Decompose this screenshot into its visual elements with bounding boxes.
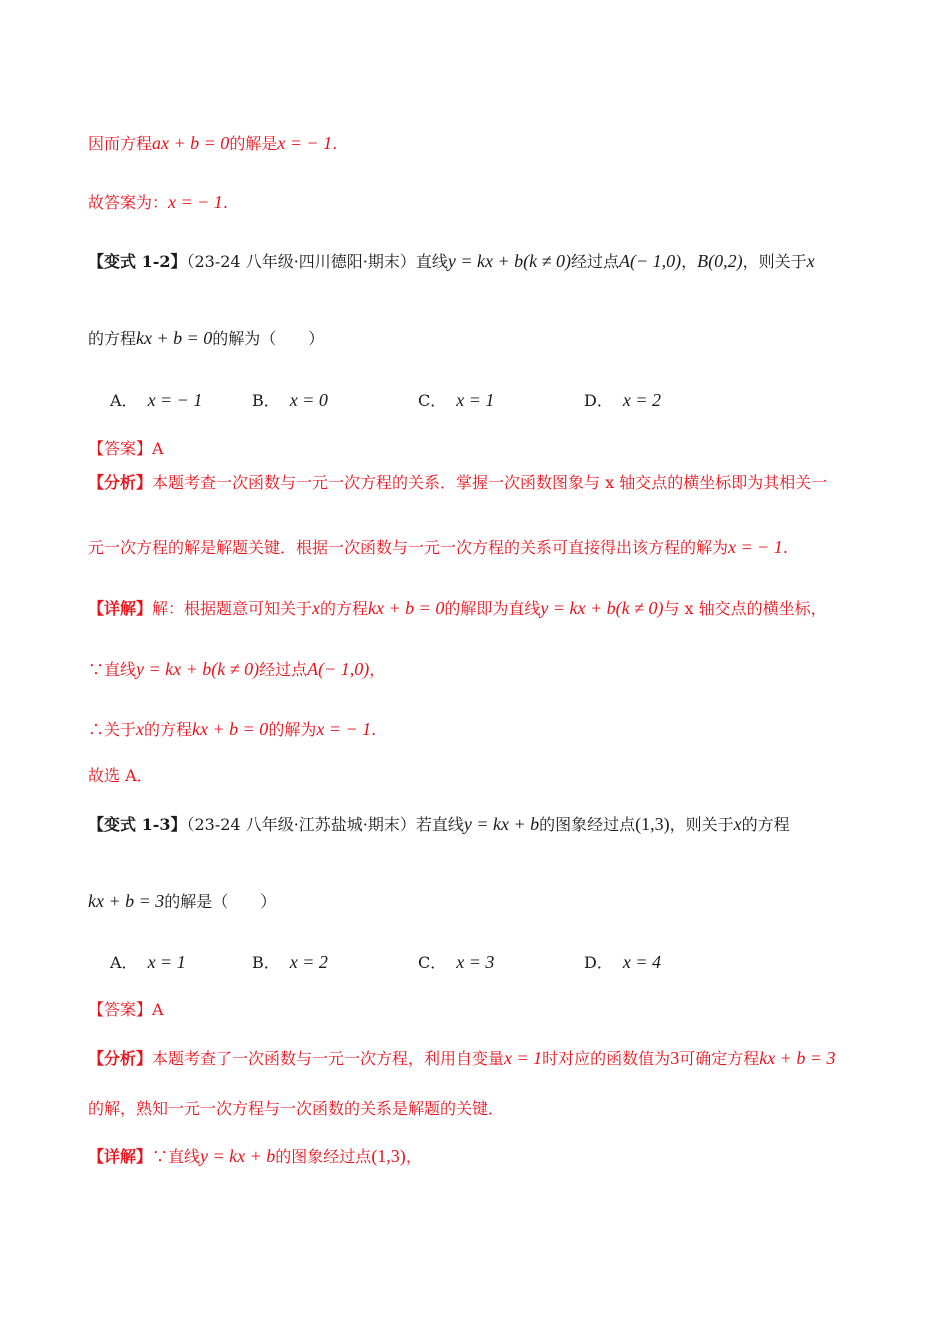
answer-1-2	[88, 438, 164, 460]
solution: x = − 1	[316, 719, 372, 739]
option-label: D．	[584, 953, 613, 972]
equation: kx + b = 3	[88, 891, 165, 911]
analysis-1-3-line-1	[88, 1047, 835, 1070]
option-label: D．	[584, 391, 613, 410]
text: 本题考查一次函数与一元一次方程的关系．掌握一次函数图象与 x 轴交点的横坐标即为其相关一	[152, 473, 828, 492]
text: .	[332, 134, 338, 153]
text: 与 x 轴交点的横坐标，	[663, 599, 827, 618]
option-label: A．	[110, 391, 138, 410]
analysis-1-3-line-2	[88, 1098, 504, 1120]
text: 的图象经过点	[539, 815, 636, 834]
question-1-3-line-2	[88, 890, 276, 913]
text: .	[222, 193, 228, 212]
question-tag: 【变式 1-2】	[88, 252, 187, 271]
text: 的方程	[144, 720, 193, 739]
option-value: x = 1	[147, 952, 186, 972]
option-c[interactable]	[418, 951, 494, 974]
text: 解：根据题意可知关于	[152, 599, 313, 618]
text: 的解是（ ）	[164, 892, 277, 911]
equation: kx + b = 3	[759, 1048, 836, 1068]
analysis-1-2-line-2	[88, 536, 788, 559]
question-1-2-line-1	[88, 250, 815, 273]
detail-tag: 【详解】	[88, 599, 153, 618]
option-d[interactable]	[584, 389, 661, 412]
equation: ax + b = 0	[152, 133, 230, 153]
option-label: B．	[252, 953, 280, 972]
text: 故答案为：	[88, 193, 169, 212]
point: (1,3)	[635, 814, 670, 834]
variable: x	[136, 719, 145, 739]
choose-1-2	[88, 765, 153, 787]
answer-line-1	[88, 191, 228, 214]
text: 经过点	[259, 660, 308, 679]
option-value: x = 0	[289, 390, 328, 410]
text: ∵直线	[88, 660, 137, 679]
point-a: A(− 1,0)	[307, 659, 370, 679]
variable: x	[806, 251, 815, 271]
text: 的解即为直线	[444, 599, 541, 618]
equation: y = kx + b	[540, 598, 616, 618]
text: ，	[369, 660, 386, 679]
question-1-2-line-2	[88, 327, 324, 350]
option-label: C．	[418, 391, 447, 410]
text: 的解是	[229, 134, 278, 153]
question-source: （23-24 八年级·江苏盐城·期末）若直线	[186, 815, 464, 834]
detail-tag: 【详解】	[88, 1147, 153, 1166]
number: 3	[670, 1048, 680, 1068]
point-b: B(0,2)	[697, 251, 743, 271]
text: 的图象经过点	[275, 1147, 372, 1166]
analysis-tag: 【分析】	[88, 1049, 153, 1068]
text: ，则关于	[669, 815, 734, 834]
analysis-tag: 【分析】	[88, 473, 153, 492]
option-value: x = 3	[456, 952, 495, 972]
option-value: x = 2	[622, 390, 661, 410]
condition: (k ≠ 0)	[615, 598, 664, 618]
detail-1-2-line-3	[88, 718, 376, 741]
condition: (k ≠ 0)	[211, 659, 260, 679]
option-label: B．	[252, 391, 280, 410]
text: ，	[681, 252, 698, 271]
equation: kx + b = 0	[368, 598, 445, 618]
text: .	[371, 720, 377, 739]
question-1-3-line-1	[88, 813, 790, 836]
equation: y = kx + b	[463, 814, 540, 834]
text: 的解为（ ）	[212, 329, 325, 348]
text: ，	[405, 1147, 422, 1166]
text: 的方程	[741, 815, 790, 834]
equation: kx + b = 0	[136, 328, 213, 348]
text: ∴关于	[88, 720, 137, 739]
answer-1-3	[88, 999, 164, 1021]
text: 的解为	[268, 720, 317, 739]
option-c[interactable]	[418, 389, 494, 412]
text: 的方程	[320, 599, 369, 618]
variable: x	[312, 598, 321, 618]
option-label: A．	[110, 953, 138, 972]
point: (1,3)	[371, 1146, 406, 1166]
solution: x = − 1	[728, 537, 783, 557]
option-b[interactable]	[252, 951, 328, 974]
text: 本题考查了一次函数与一元一次方程，利用自变量	[152, 1049, 505, 1068]
text: 的方程	[88, 329, 137, 348]
option-value: x = − 1	[147, 390, 203, 410]
equation: y = kx + b	[136, 659, 212, 679]
equation: x = 1	[504, 1048, 543, 1068]
point-a: A(− 1,0)	[619, 251, 682, 271]
option-a[interactable]	[110, 951, 186, 974]
option-b[interactable]	[252, 389, 328, 412]
text: 的解，熟知一元一次方程与一次函数的关系是解题的关键．	[88, 1099, 505, 1118]
analysis-1-2-line-1	[88, 472, 827, 494]
text: .	[782, 538, 788, 557]
answer-text: 【答案】A	[88, 1000, 164, 1019]
text: 元一次方程的解是解题关键．根据一次函数与一元一次方程的关系可直接得出该方程的解为	[88, 538, 729, 557]
equation: kx + b = 0	[192, 719, 269, 739]
solution: x = − 1	[277, 133, 333, 153]
detail-1-2-line-2	[88, 658, 385, 681]
detail-1-3-line-1	[88, 1145, 422, 1168]
equation: y = kx + b	[447, 251, 524, 271]
option-label: C．	[418, 953, 447, 972]
text: 时对应的函数值为	[542, 1049, 671, 1068]
option-value: x = 1	[456, 390, 495, 410]
text: 可确定方程	[679, 1049, 760, 1068]
question-tag: 【变式 1-3】	[88, 815, 187, 834]
equation: y = kx + b	[200, 1146, 276, 1166]
solution: x = − 1	[168, 192, 223, 212]
text: 经过点	[571, 252, 620, 271]
option-value: x = 2	[289, 952, 328, 972]
detail-1-2-line-1	[88, 597, 827, 620]
variable: x	[733, 814, 742, 834]
text: 因而方程	[88, 134, 153, 153]
solution-line-1	[88, 132, 337, 155]
question-source: （23-24 八年级·四川德阳·期末）直线	[186, 252, 448, 271]
option-d[interactable]	[584, 951, 661, 974]
text: ，则关于	[742, 252, 807, 271]
text: 故选 A．	[88, 766, 153, 785]
option-value: x = 4	[622, 952, 661, 972]
text: ∵直线	[152, 1147, 201, 1166]
condition: (k ≠ 0)	[523, 251, 571, 271]
option-a[interactable]	[110, 389, 202, 412]
answer-text: 【答案】A	[88, 439, 164, 458]
